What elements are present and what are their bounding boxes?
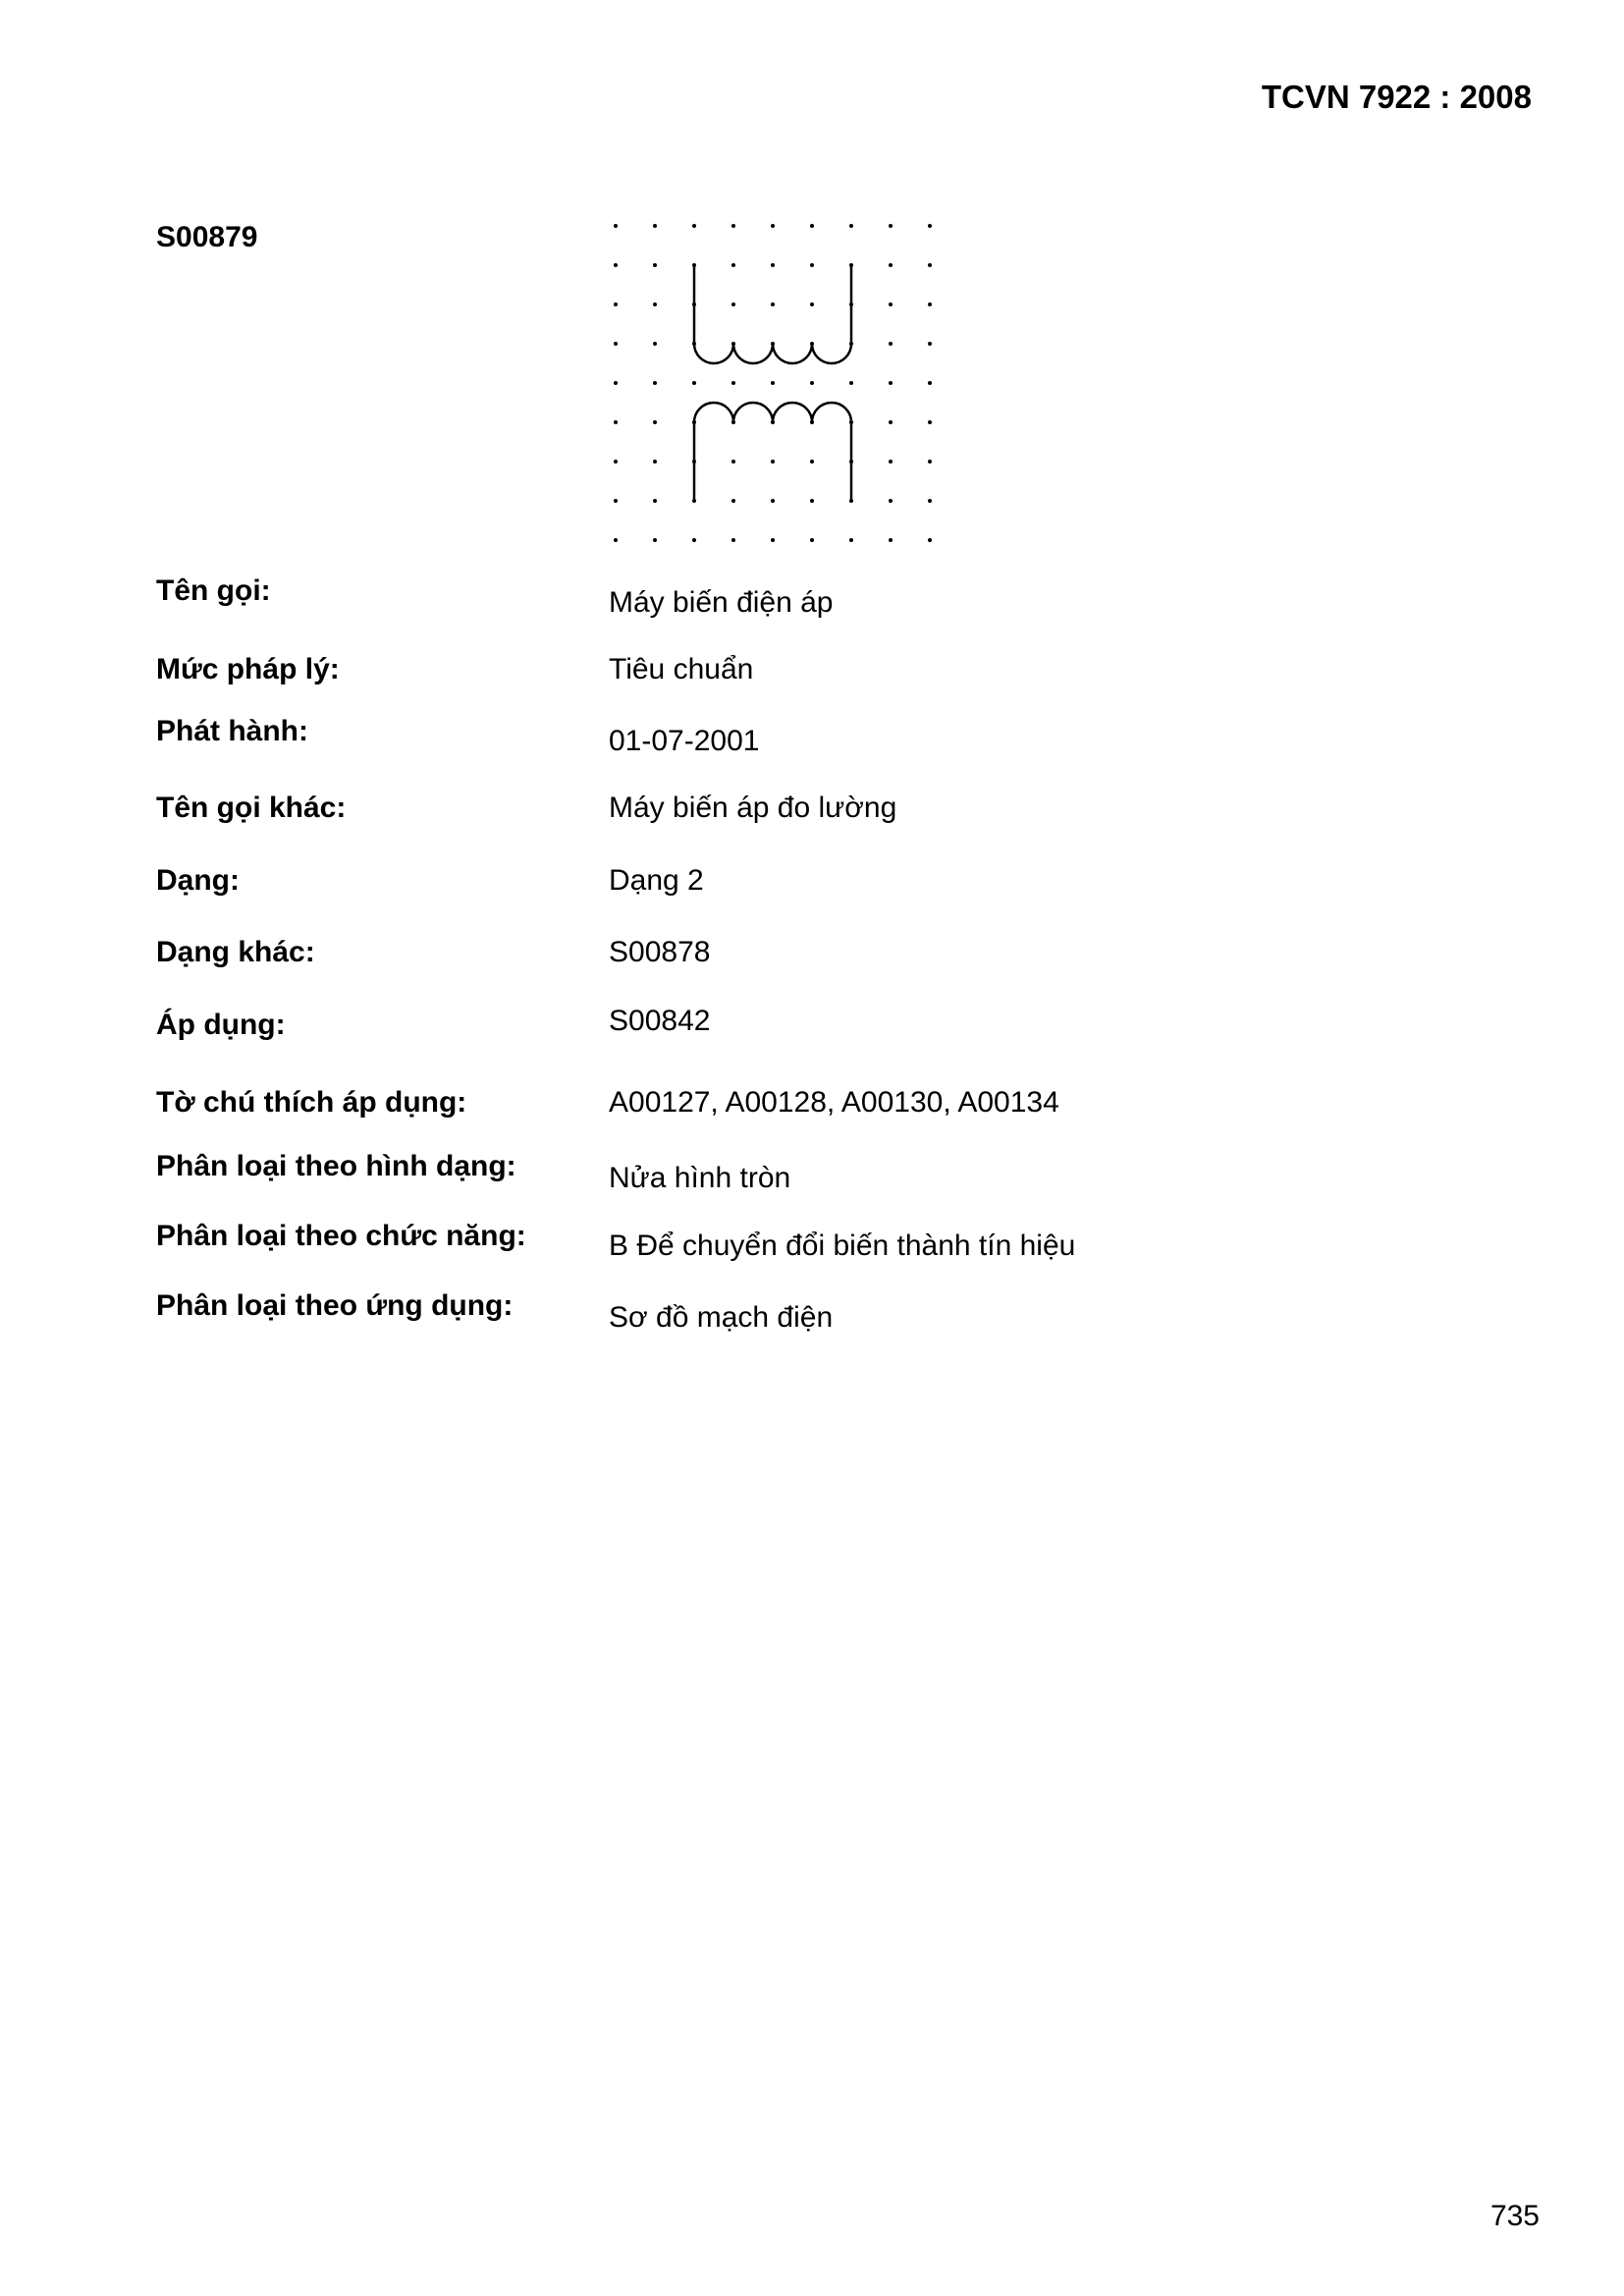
grid-dot	[928, 381, 932, 385]
field-label: Dạng:	[156, 864, 240, 897]
grid-dot	[653, 499, 657, 503]
field-value: Nửa hình tròn	[609, 1162, 791, 1194]
grid-dot	[771, 263, 775, 267]
grid-dot	[653, 381, 657, 385]
field-label: Áp dụng:	[156, 1009, 286, 1041]
grid-dot	[928, 460, 932, 464]
field-value: A00127, A00128, A00130, A00134	[609, 1086, 1059, 1119]
grid-dot	[653, 263, 657, 267]
grid-dot	[810, 302, 814, 306]
grid-dot	[731, 224, 735, 228]
grid-dot	[810, 224, 814, 228]
field-value: Máy biến điện áp	[609, 586, 834, 619]
grid-dot	[889, 460, 893, 464]
page-number: 735	[1489, 2200, 1540, 2232]
grid-dot	[810, 499, 814, 503]
grid-dot	[889, 224, 893, 228]
grid-dot	[928, 420, 932, 424]
grid-dot	[731, 263, 735, 267]
grid-dot	[614, 224, 618, 228]
grid-dot	[771, 499, 775, 503]
grid-dot	[653, 224, 657, 228]
grid-dot	[889, 342, 893, 346]
grid-dot	[849, 224, 853, 228]
grid-dot	[614, 302, 618, 306]
grid-dot	[928, 342, 932, 346]
grid-dot	[889, 263, 893, 267]
grid-dot	[928, 499, 932, 503]
field-value: Tiêu chuẩn	[609, 653, 754, 685]
grid-dot	[653, 342, 657, 346]
grid-dot	[653, 302, 657, 306]
grid-dot	[731, 499, 735, 503]
field-value: S00878	[609, 936, 711, 968]
grid-dot	[731, 302, 735, 306]
field-label: Phân loại theo chức năng:	[156, 1220, 526, 1252]
grid-dot	[614, 460, 618, 464]
grid-dot	[771, 538, 775, 542]
grid-dot	[692, 381, 696, 385]
field-label: Dạng khác:	[156, 936, 315, 968]
grid-dot	[810, 381, 814, 385]
symbol-code: S00879	[156, 221, 258, 253]
field-value: Sơ đồ mạch điện	[609, 1301, 834, 1334]
grid-dot	[692, 224, 696, 228]
grid-dot	[614, 263, 618, 267]
grid-dot	[889, 420, 893, 424]
grid-dot	[653, 538, 657, 542]
grid-dot	[771, 224, 775, 228]
grid-dot	[810, 538, 814, 542]
field-value: S00842	[609, 1005, 711, 1037]
field-label: Mức pháp lý:	[156, 653, 340, 685]
field-label: Phát hành:	[156, 715, 308, 747]
field-label: Tên gọi:	[156, 574, 271, 607]
grid-dot	[614, 381, 618, 385]
grid-dot	[889, 381, 893, 385]
grid-dot	[731, 538, 735, 542]
grid-dot	[889, 538, 893, 542]
standard-header: TCVN 7922 : 2008	[1261, 79, 1532, 115]
field-value: B Để chuyển đổi biến thành tín hiệu	[609, 1230, 1076, 1262]
grid-dot	[928, 538, 932, 542]
grid-dot	[614, 499, 618, 503]
field-value: Dạng 2	[609, 864, 704, 897]
grid-dot	[731, 460, 735, 464]
grid-dot	[889, 302, 893, 306]
grid-dot	[731, 381, 735, 385]
field-label: Tờ chú thích áp dụng:	[156, 1086, 467, 1119]
grid-dot	[692, 538, 696, 542]
field-value: 01-07-2001	[609, 725, 760, 757]
grid-dot	[771, 381, 775, 385]
field-label: Phân loại theo ứng dụng:	[156, 1289, 514, 1322]
grid-dot	[928, 224, 932, 228]
grid-dot	[614, 538, 618, 542]
voltage-transformer-symbol-icon	[601, 211, 935, 545]
grid-dot	[810, 263, 814, 267]
field-value: Máy biến áp đo lường	[609, 792, 897, 824]
grid-dot	[928, 302, 932, 306]
grid-dot	[771, 302, 775, 306]
grid-dot	[653, 460, 657, 464]
grid-dot	[928, 263, 932, 267]
grid-dot	[889, 499, 893, 503]
grid-dot	[810, 460, 814, 464]
grid-dot	[614, 420, 618, 424]
field-label: Phân loại theo hình dạng:	[156, 1150, 516, 1182]
grid-dot	[849, 381, 853, 385]
grid-dot	[653, 420, 657, 424]
grid-dot	[771, 460, 775, 464]
grid-dot	[614, 342, 618, 346]
field-label: Tên gọi khác:	[156, 792, 347, 824]
grid-dot	[849, 538, 853, 542]
